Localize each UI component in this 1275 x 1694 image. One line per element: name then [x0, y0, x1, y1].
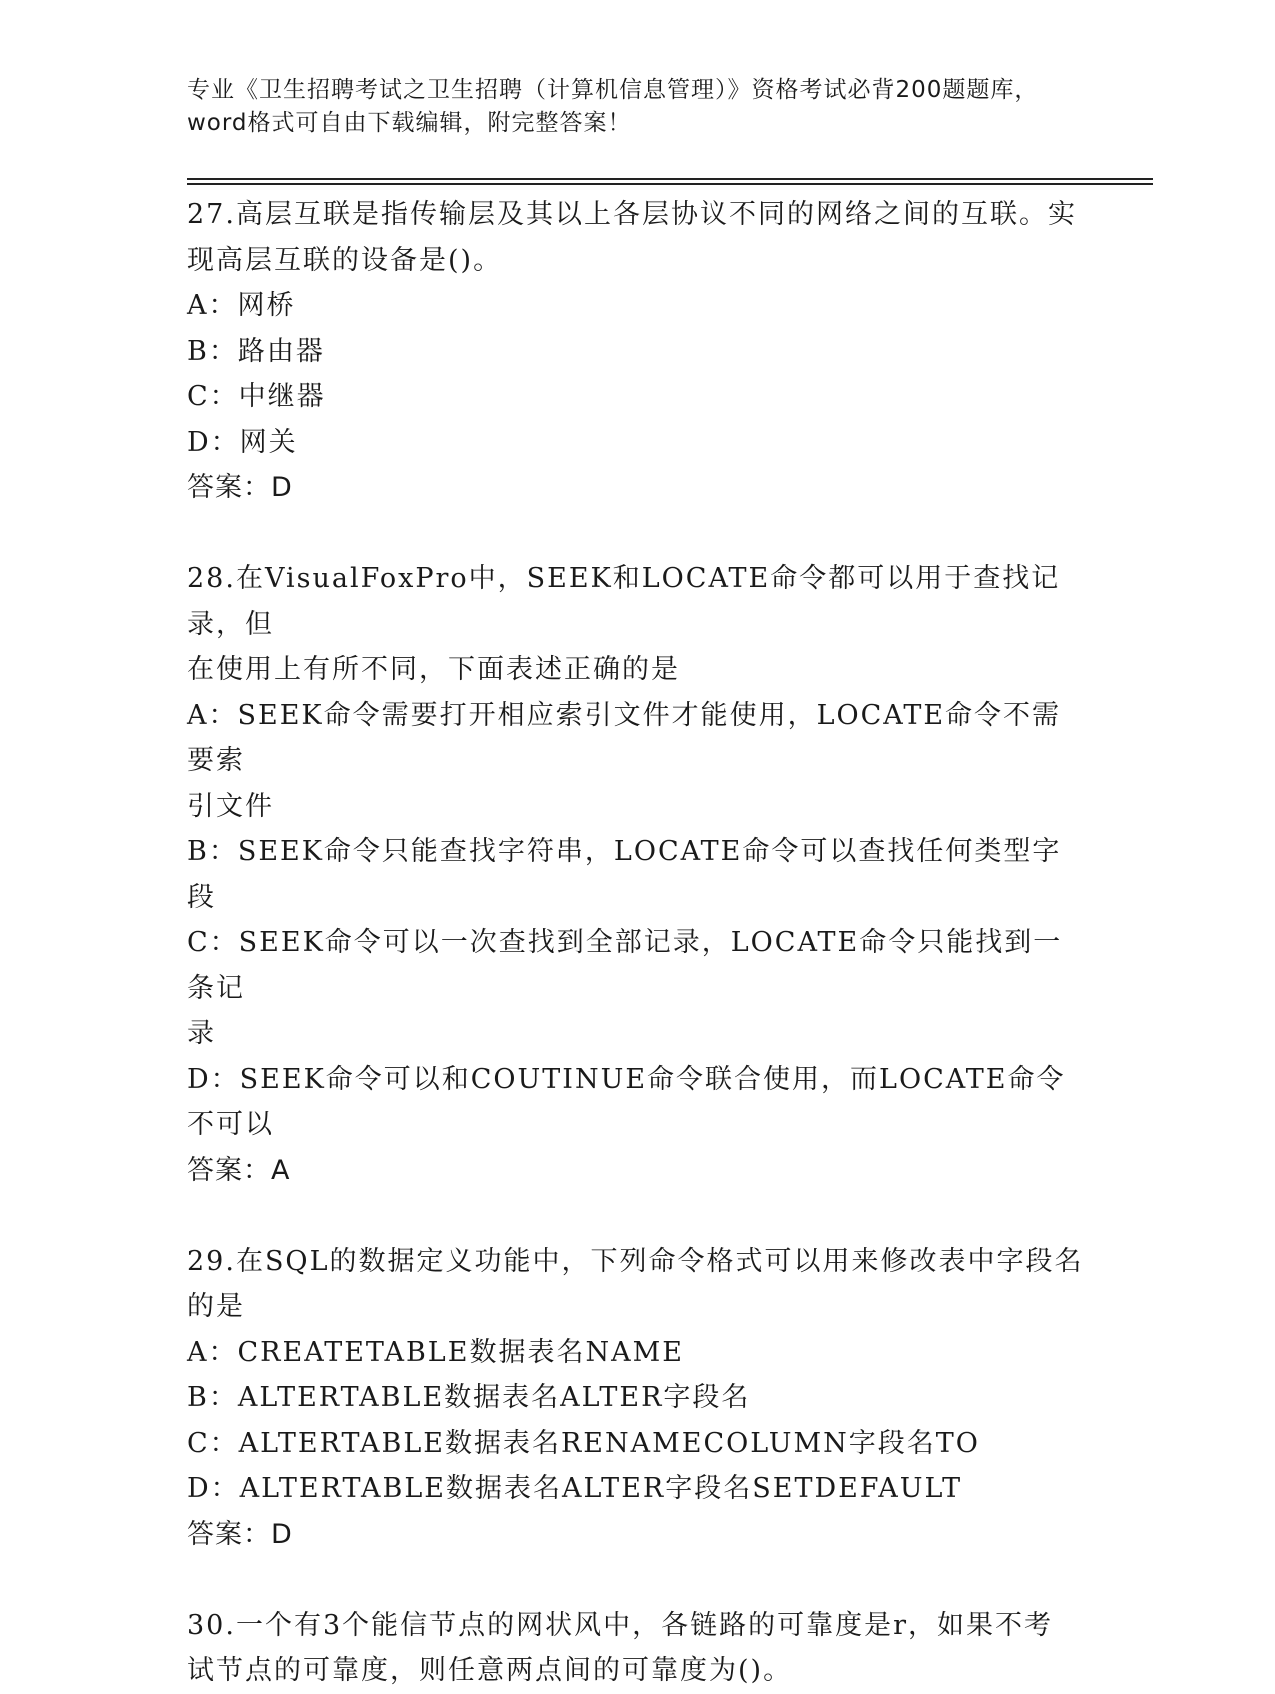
- answer: 答案：D: [187, 472, 293, 503]
- question-stem-line: 试节点的可靠度，则任意两点间的可靠度为()。: [187, 1655, 793, 1686]
- header-line-2: word格式可自由下载编辑，附完整答案！: [187, 110, 632, 136]
- document-header: [187, 74, 1087, 140]
- option-a: A：网桥: [187, 290, 296, 321]
- option-a-continued: 引文件: [187, 790, 274, 822]
- header-divider-top: [187, 178, 1153, 180]
- option-c-continued: 录: [187, 1018, 216, 1049]
- question-30: [187, 1603, 1087, 1694]
- header-divider-bottom: [187, 183, 1153, 185]
- answer: 答案：D: [187, 1518, 293, 1550]
- question-stem-line: 现高层互联的设备是()。: [187, 244, 503, 276]
- option-c: C：中继器: [187, 381, 326, 412]
- option-d: D：ALTERTABLE数据表名ALTER字段名SETDEFAULT: [187, 1473, 963, 1504]
- option-c: C：ALTERTABLE数据表名RENAMECOLUMN字段名TO: [187, 1427, 980, 1459]
- option-d: D：网关: [187, 426, 298, 458]
- question-spacer: [187, 1557, 1087, 1603]
- answer: 答案：A: [187, 1154, 291, 1186]
- option-a: A：SEEK命令需要打开相应索引文件才能使用，LOCATE命令不需要索: [187, 699, 1062, 776]
- question-stem-line: 27.高层互联是指传输层及其以上各层协议不同的网络之间的互联。实: [187, 199, 1077, 230]
- option-b: B：SEEK命令只能查找字符串，LOCATE命令可以查找任何类型字段: [187, 836, 1062, 913]
- question-stem-line: 29.在SQL的数据定义功能中，下列命令格式可以用来修改表中字段名: [187, 1245, 1084, 1277]
- question-stem-line: 28.在VisualFoxPro中，SEEK和LOCATE命令都可以用于查找记录，但: [187, 563, 1061, 640]
- header-line-1: 专业《卫生招聘考试之卫生招聘（计算机信息管理）》资格考试必背200题题库，: [187, 77, 1039, 103]
- question-stem-line: 在使用上有所不同，下面表述正确的是: [187, 654, 680, 685]
- question-list: [187, 192, 1087, 1694]
- question-29: [187, 1239, 1087, 1558]
- question-spacer: [187, 511, 1087, 557]
- question-spacer: [187, 1193, 1087, 1239]
- option-b: B：路由器: [187, 335, 325, 367]
- question-stem-line: 的是: [187, 1291, 245, 1322]
- question-27: [187, 192, 1087, 511]
- option-a: A：CREATETABLE数据表名NAME: [187, 1336, 684, 1368]
- question-stem-line: 30.一个有3个能信节点的网状风中，各链路的可靠度是r，如果不考: [187, 1609, 1054, 1641]
- question-28: [187, 556, 1087, 1193]
- option-c: C：SEEK命令可以一次查找到全部记录，LOCATE命令只能找到一条记: [187, 927, 1063, 1004]
- option-b: B：ALTERTABLE数据表名ALTER字段名: [187, 1382, 751, 1413]
- option-d: D：SEEK命令可以和COUTINUE命令联合使用，而LOCATE命令不可以: [187, 1063, 1066, 1140]
